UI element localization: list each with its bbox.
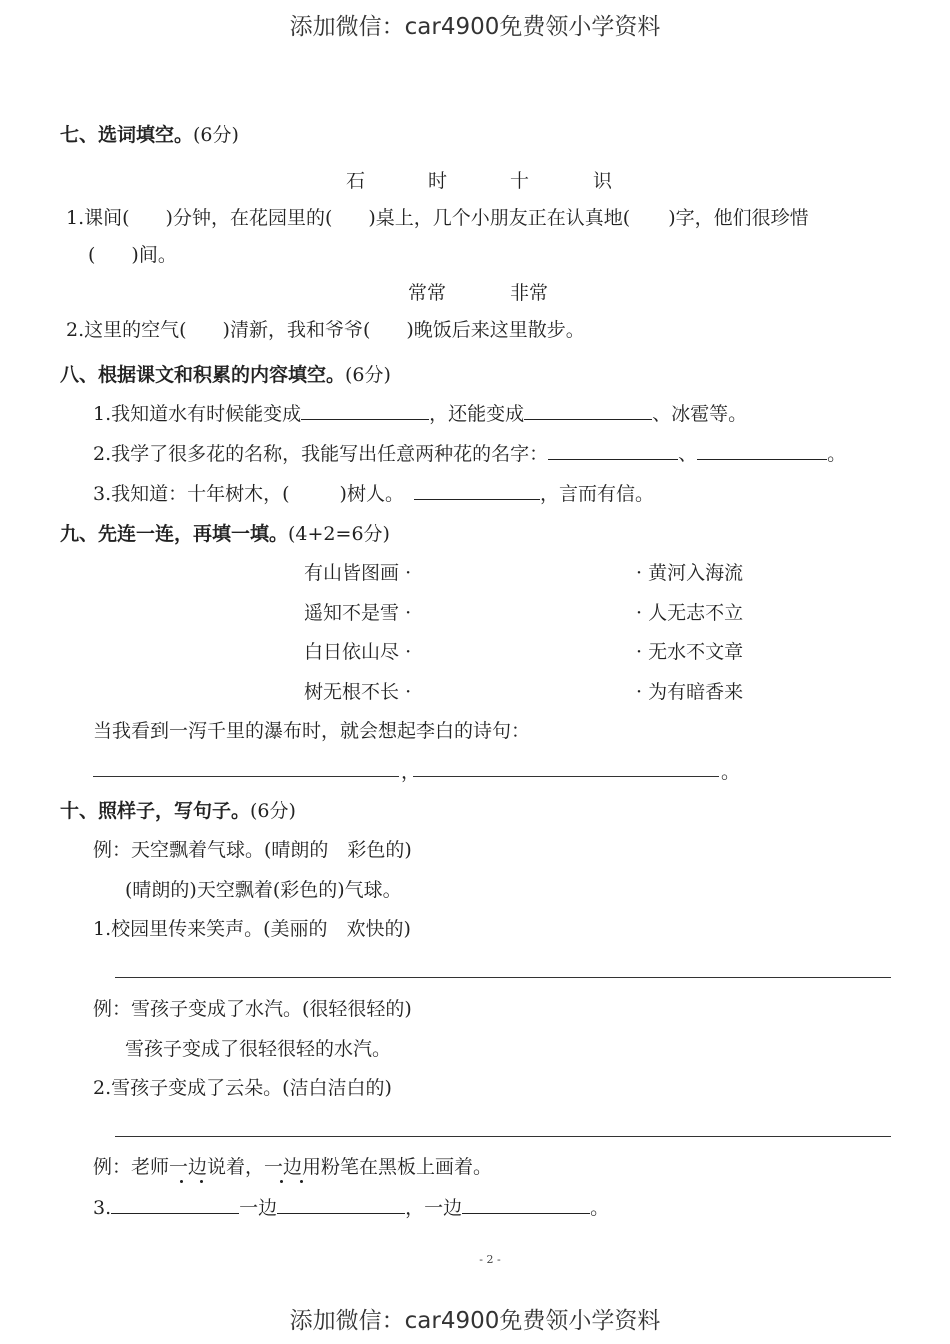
answer-blank[interactable] <box>524 401 652 420</box>
poem-right-item[interactable]: · 人无志不立 <box>636 602 744 624</box>
poem-left-item[interactable]: 树无根不长 · <box>304 681 412 703</box>
section9-heading <box>60 519 390 546</box>
section7-heading <box>60 120 239 147</box>
section8-q1: 1.我知道水有时候能变成 ，还能变成 、冰雹等。 <box>93 403 748 425</box>
emphasis-dot <box>180 1180 183 1183</box>
example3: 例：老师一边说着，一边用粉笔在黑板上画着。 <box>93 1156 493 1178</box>
section10-q2: 2.雪孩子变成了云朵。(洁白洁白的) <box>93 1077 392 1099</box>
section7-score: (6分) <box>193 124 239 146</box>
answer-line[interactable] <box>115 1136 891 1137</box>
answer-blank[interactable] <box>301 401 429 420</box>
emphasis-dot <box>280 1180 283 1183</box>
answer-line[interactable] <box>115 977 891 978</box>
section10-q1: 1.校园里传来笑声。(美丽的 欢快的) <box>93 918 411 940</box>
example2-answer: 雪孩子变成了很轻很轻的水汽。 <box>125 1038 392 1060</box>
section10-heading <box>60 796 296 823</box>
section8-q2: 2.我学了很多花的名称，我能写出任意两种花的名字： 、 。 <box>93 443 847 465</box>
page-number: - 2 - <box>479 1253 501 1266</box>
answer-separator: ， <box>401 761 421 783</box>
section8-title: 八、根据课文和积累的内容填空。 <box>60 364 346 386</box>
example1-answer: (晴朗的)天空飘着(彩色的)气球。 <box>125 879 402 901</box>
word-option: 石 <box>346 170 366 192</box>
word-option: 常常 <box>408 282 447 304</box>
poem-right-item[interactable]: · 黄河入海流 <box>636 562 744 584</box>
section9-title: 九、先连一连，再填一填。 <box>60 523 289 545</box>
section10-title: 十、照样子，写句子。 <box>60 800 251 822</box>
example1: 例：天空飘着气球。(晴朗的 彩色的) <box>93 839 412 861</box>
answer-blank[interactable] <box>111 1195 239 1214</box>
answer-blank[interactable] <box>462 1195 590 1214</box>
answer-blank[interactable] <box>548 441 678 460</box>
word-option: 识 <box>593 170 613 192</box>
answer-blank[interactable] <box>277 1195 405 1214</box>
section10-score: (6分) <box>250 800 296 822</box>
poem-left-item[interactable]: 有山皆图画 · <box>304 562 412 584</box>
poem-left-item[interactable]: 遥知不是雪 · <box>304 602 412 624</box>
emphasis-dot <box>300 1180 303 1183</box>
example2: 例：雪孩子变成了水汽。(很轻很轻的) <box>93 998 412 1020</box>
poem-right-item[interactable]: · 为有暗香来 <box>636 681 744 703</box>
section10-q3: 3. 一边 ，一边 。 <box>93 1197 610 1219</box>
section7-title: 七、选词填空。 <box>60 124 194 146</box>
section8-q3: 3.我知道：十年树木，( )树人。 ，言而有信。 <box>93 483 654 505</box>
emphasis-dot <box>200 1180 203 1183</box>
answer-blank[interactable] <box>697 441 827 460</box>
answer-line[interactable] <box>93 776 399 777</box>
watermark-top: 添加微信：car4900免费领小学资料 <box>289 14 661 40</box>
word-option: 十 <box>510 170 530 192</box>
section9-score: (4+2=6分) <box>288 523 390 545</box>
word-option: 时 <box>428 170 448 192</box>
watermark-bottom: 添加微信：car4900免费领小学资料 <box>289 1308 661 1334</box>
poem-right-item[interactable]: · 无水不文章 <box>636 641 744 663</box>
section9-prompt: 当我看到一泻千里的瀑布时，就会想起李白的诗句： <box>93 720 531 742</box>
answer-line[interactable] <box>413 776 719 777</box>
section7-q1-line2: ( )间。 <box>88 244 177 266</box>
poem-left-item[interactable]: 白日依山尽 · <box>304 641 412 663</box>
section8-heading <box>60 360 391 387</box>
section7-q2: 2.这里的空气( )清新，我和爷爷( )晚饭后来这里散步。 <box>66 319 585 341</box>
section8-score: (6分) <box>345 364 391 386</box>
word-option: 非常 <box>510 282 549 304</box>
answer-blank[interactable] <box>414 481 540 500</box>
answer-end: 。 <box>721 761 741 783</box>
section7-q1-line1: 1.课间( )分钟，在花园里的( )桌上，几个小朋友正在认真地( )字，他们很珍惜 <box>66 207 809 229</box>
